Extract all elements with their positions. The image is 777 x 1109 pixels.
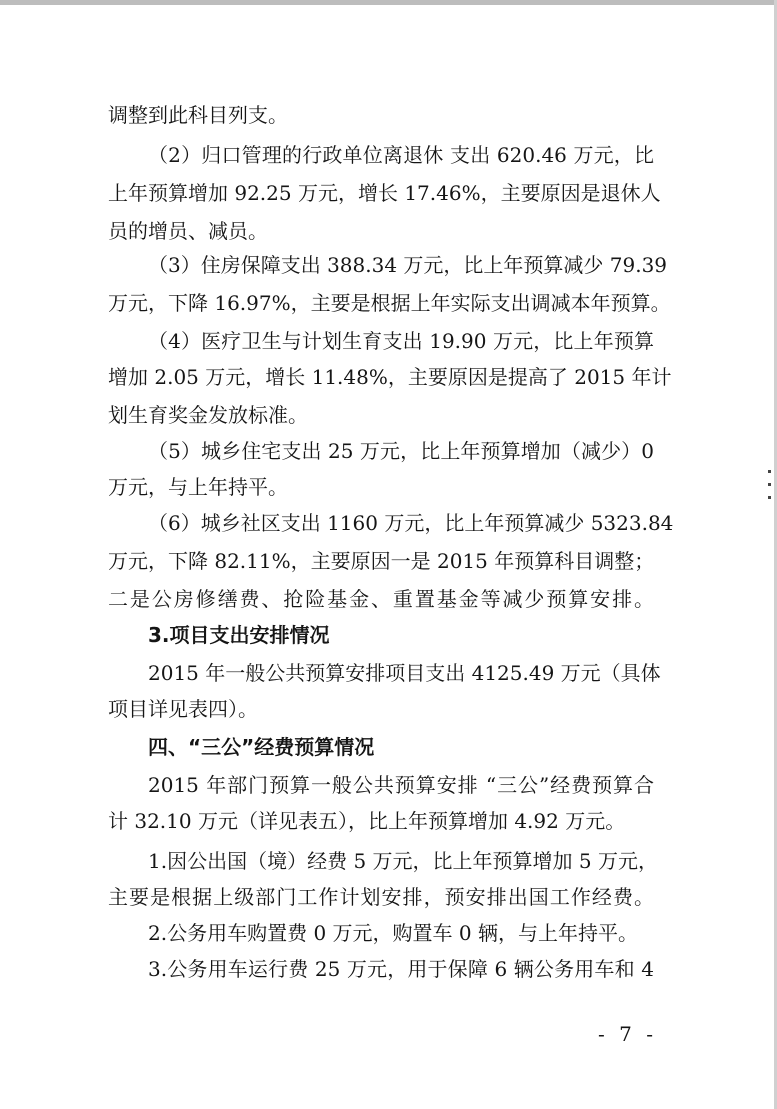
scan-top-edge [0, 0, 777, 5]
paragraph-line: 划生育奖金发放标准。 [108, 403, 308, 427]
paragraph-line: （2）归口管理的行政单位离退休 支出 620.46 万元，比 [148, 143, 654, 167]
paragraph-line: （6）城乡社区支出 1160 万元，比上年预算减少 5323.84 [148, 511, 674, 535]
section-heading: 3.项目支出安排情况 [148, 623, 330, 647]
paragraph-line: （3）住房保障支出 388.34 万元，比上年预算减少 79.39 [148, 253, 668, 277]
section-heading: 四、“三公”经费预算情况 [148, 735, 375, 759]
paragraph-line: 项目详见表四）。 [108, 697, 258, 721]
paragraph-line: 2015 年部门预算一般公共预算安排 “三公”经费预算合 [148, 773, 654, 797]
paragraph-line: 3.公务用车运行费 25 万元，用于保障 6 辆公务用车和 4 [148, 957, 654, 981]
paragraph-line: 万元，与上年持平。 [108, 475, 288, 499]
paragraph-line: （4）医疗卫生与计划生育支出 19.90 万元，比上年预算 [148, 329, 654, 353]
paragraph-line: 2.公务用车购置费 0 万元，购置车 0 辆，与上年持平。 [148, 921, 638, 945]
paragraph-line: 1.因公出国（境）经费 5 万元，比上年预算增加 5 万元， [148, 849, 658, 873]
paragraph-line: 增加 2.05 万元，增长 11.48%，主要原因是提高了 2015 年计 [108, 365, 672, 389]
paragraph-line: 主要是根据上级部门工作计划安排，预安排出国工作经费。 [108, 885, 654, 909]
paragraph-line: （5）城乡住宅支出 25 万元，比上年预算增加（减少）0 [148, 439, 654, 463]
page-number: - 7 - [598, 1022, 657, 1046]
paragraph-line: 万元，下降 16.97%，主要是根据上年实际支出调减本年预算。 [108, 291, 671, 315]
paragraph-line: 调整到此科目列支。 [108, 103, 288, 127]
paragraph-line: 上年预算增加 92.25 万元，增长 17.46%，主要原因是退休人 [108, 181, 661, 205]
paragraph-line: 2015 年一般公共预算安排项目支出 4125.49 万元（具体 [148, 661, 661, 685]
paragraph-line: 员的增员、减员。 [108, 219, 268, 243]
paragraph-line: 二是公房修缮费、抢险基金、重置基金等减少预算安排。 [108, 587, 654, 611]
paragraph-line: 万元，下降 82.11%，主要原因一是 2015 年预算科目调整； [108, 549, 655, 573]
paragraph-line: 计 32.10 万元（详见表五），比上年预算增加 4.92 万元。 [108, 809, 626, 833]
scan-specks [768, 470, 771, 510]
